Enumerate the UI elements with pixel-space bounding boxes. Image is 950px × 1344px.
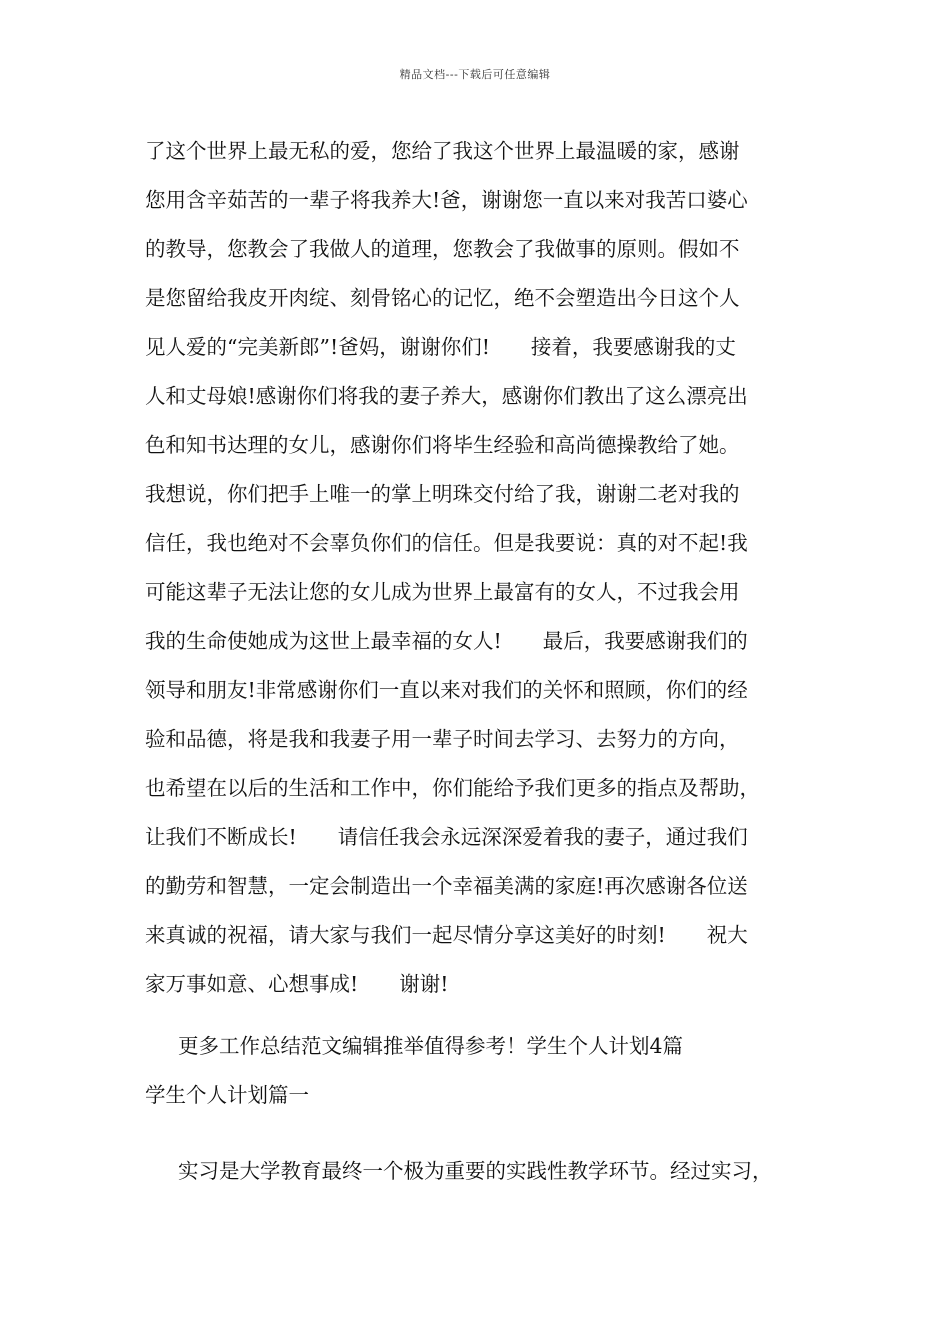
text-line: 领导和朋友!非常感谢你们一直以来对我们的关怀和照顾，你们的经 (145, 678, 748, 702)
body-text (145, 127, 835, 1009)
page-header: 精品文档---下载后可任意编辑 (399, 68, 551, 81)
text-line: 验和品德，将是我和我妻子用一辈子时间去学习、去努力的方向， (145, 727, 740, 751)
text-line: 家万事如意、心想事成! 谢谢! (145, 972, 449, 996)
text-line: 是您留给我皮开肉绽、刻骨铭心的记忆，绝不会塑造出今日这个人 (145, 286, 740, 310)
text-line: 的勤劳和智慧，一定会制造出一个幸福美满的家庭!再次感谢各位送 (145, 874, 748, 898)
text-line: 可能这辈子无法让您的女儿成为世界上最富有的女人，不过我会用 (145, 580, 740, 604)
text-line: 的教导，您教会了我做人的道理，您教会了我做事的原则。假如不 (145, 237, 740, 261)
text-line: 我的生命使她成为这世上最幸福的女人! 最后，我要感谢我们的 (145, 629, 748, 653)
text-line: 色和知书达理的女儿，感谢你们将毕生经验和高尚德操教给了她。 (145, 433, 740, 457)
more-recommendation: 更多工作总结范文编辑推举值得参考！学生个人计划4篇 (178, 1034, 684, 1058)
paragraph-start: 实习是大学教育最终一个极为重要的实践性教学环节。经过实习， (178, 1159, 773, 1183)
text-line: 您用含辛茹苦的一辈子将我养大!爸，谢谢您一直以来对我苦口婆心 (145, 188, 748, 212)
text-line: 信任，我也绝对不会辜负你们的信任。但是我要说：真的对不起!我 (145, 531, 748, 555)
text-line: 让我们不断成长! 请信任我会永远深深爱着我的妻子，通过我们 (145, 825, 748, 849)
text-line: 人和丈母娘!感谢你们将我的妻子养大，感谢你们教出了这么漂亮出 (145, 384, 748, 408)
text-line: 来真诚的祝福，请大家与我们一起尽情分享这美好的时刻! 祝大 (145, 923, 748, 947)
section-title: 学生个人计划篇一 (145, 1083, 309, 1107)
text-line: 也希望在以后的生活和工作中，你们能给予我们更多的指点及帮助， (145, 776, 760, 800)
text-line: 了这个世界上最无私的爱，您给了我这个世界上最温暖的家，感谢 (145, 139, 740, 163)
text-line: 见人爱的“完美新郎”!爸妈，谢谢你们! 接着，我要感谢我的丈 (145, 335, 736, 359)
text-line: 我想说，你们把手上唯一的掌上明珠交付给了我，谢谢二老对我的 (145, 482, 740, 506)
